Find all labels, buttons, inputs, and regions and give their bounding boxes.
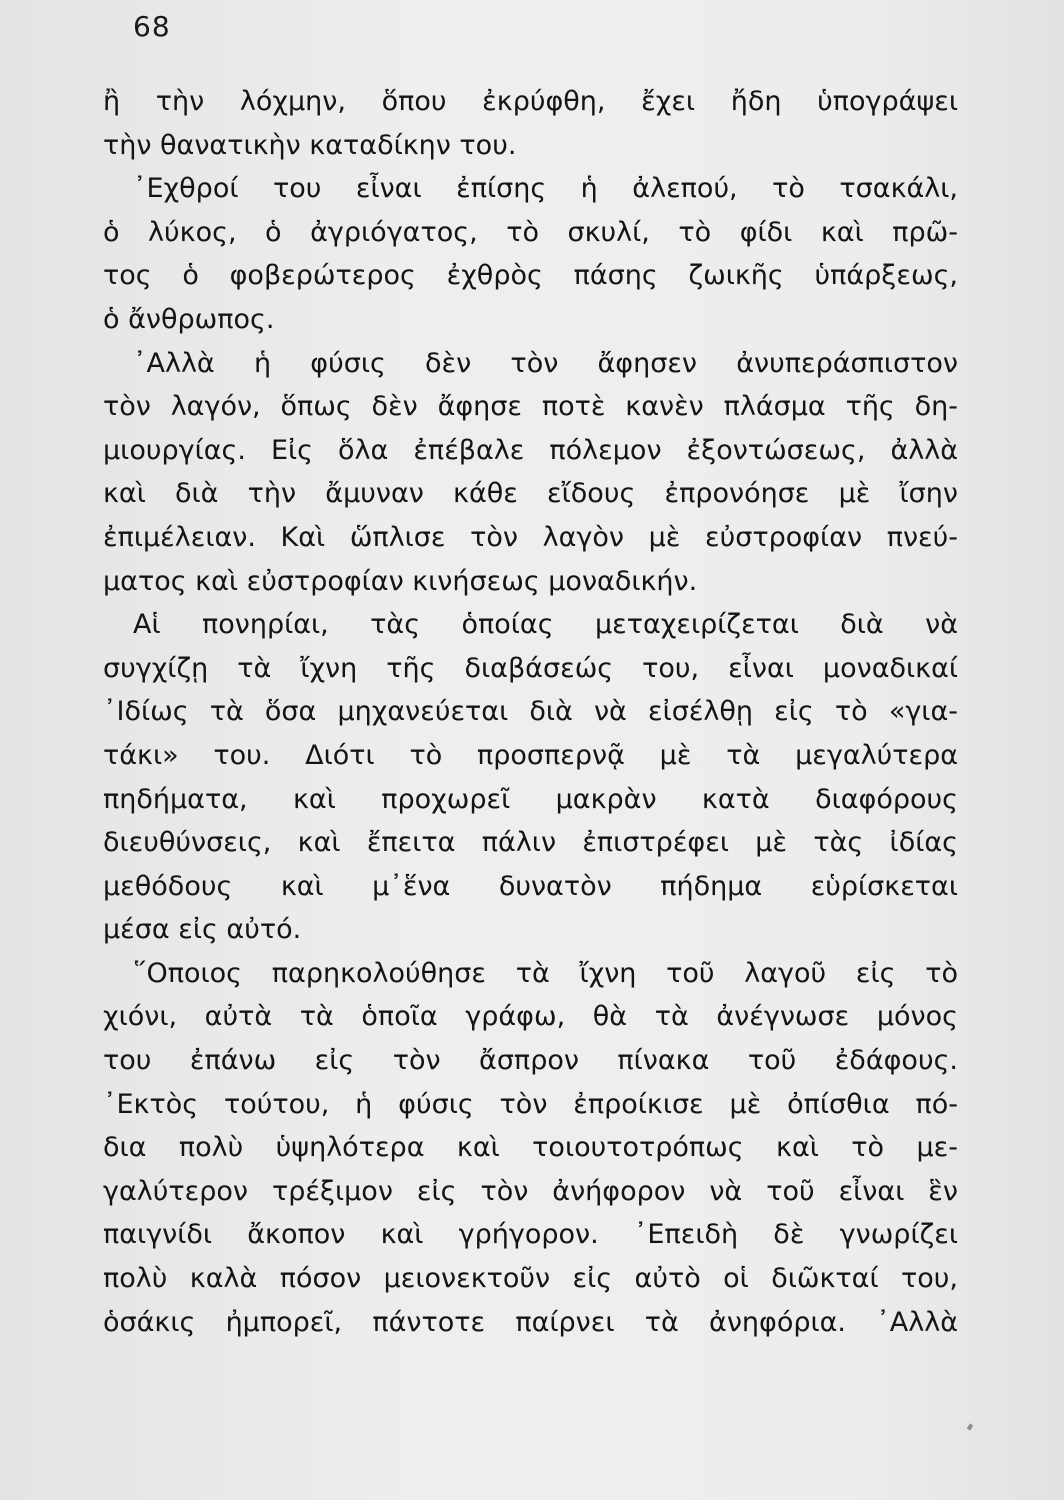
text-line: γαλύτερον τρέξιμον εἰς τὸν ἀνήφορον νὰ τοῦ εἶναι ἓν <box>103 1175 958 1207</box>
text-line: ἐπιμέλειαν. Καὶ ὥπλισε τὸν λαγὸν μὲ εὐστροφίαν πνεύ- <box>103 521 958 553</box>
text-line: ᾿Εχθροί του εἶναι ἐπίσης ἡ ἀλεπού, τὸ τσακάλι, <box>133 173 958 205</box>
text-line: τάκι» του. Διότι τὸ προσπερνᾷ μὲ τὰ μεγαλύτερα <box>103 739 958 771</box>
text-line: διευθύνσεις, καὶ ἔπειτα πάλιν ἐπιστρέφει μὲ τὰς ἰδίας <box>103 827 958 859</box>
page-number: 68 <box>133 10 171 43</box>
text-line: ᾿Ιδίως τὰ ὅσα μηχανεύεται διὰ νὰ εἰσέλθῃ εἰς τὸ «για- <box>103 696 958 728</box>
text-line: ἢ τὴν λόχμην, ὅπου ἐκρύφθη, ἔχει ἤδη ὑπογράψει <box>103 86 958 117</box>
text-line: του ἐπάνω εἰς τὸν ἄσπρον πίνακα τοῦ ἐδάφους. <box>103 1045 958 1077</box>
text-line: συγχίζῃ τὰ ἴχνη τῆς διαβάσεώς του, εἶναι μοναδικαί <box>103 652 958 684</box>
text-line: τὴν θανατικὴν καταδίκην του. <box>103 129 517 161</box>
paper-speck <box>967 1423 973 1430</box>
body-text <box>103 80 958 1344</box>
text-line: ᾿Αλλὰ ἡ φύσις δὲν τὸν ἄφησεν ἀνυπεράσπιστον <box>133 347 958 379</box>
text-line: καὶ διὰ τὴν ἄμυναν κάθε εἴδους ἐπρονόησε μὲ ἴσην <box>103 478 958 510</box>
text-line: μέσα εἰς αὐτό. <box>103 914 302 946</box>
text-line: ὁσάκις ἠμπορεῖ, πάντοτε παίρνει τὰ ἀνηφόρια. ᾿Αλλὰ <box>103 1306 958 1338</box>
text-line: πολὺ καλὰ πόσον μειονεκτοῦν εἰς αὐτὸ οἱ διῶκταί του, <box>103 1263 958 1295</box>
text-line: παιγνίδι ἄκοπον καὶ γρήγορον. ᾿Επειδὴ δὲ γνωρίζει <box>103 1219 958 1251</box>
text-line: Αἱ πονηρίαι, τὰς ὁποίας μεταχειρίζεται διὰ νὰ <box>133 609 958 641</box>
text-line: ᾿Εκτὸς τούτου, ἡ φύσις τὸν ἐπροίκισε μὲ ὀπίσθια πό- <box>103 1088 958 1120</box>
text-line: ὁ λύκος, ὁ ἀγριόγατος, τὸ σκυλί, τὸ φίδι καὶ πρῶ- <box>103 216 958 248</box>
text-line: ῞Οποιος παρηκολούθησε τὰ ἴχνη τοῦ λαγοῦ εἰς τὸ <box>133 957 958 989</box>
text-line: δια πολὺ ὑψηλότερα καὶ τοιουτοτρόπως καὶ τὸ με- <box>103 1132 958 1164</box>
text-line: μιουργίας. Εἰς ὅλα ἐπέβαλε πόλεμον ἐξοντώσεως, ἀλλὰ <box>103 434 958 466</box>
text-line: ματος καὶ εὐστροφίαν κινήσεως μοναδικήν. <box>103 565 698 597</box>
text-line: τὸν λαγόν, ὅπως δὲν ἄφησε ποτὲ κανὲν πλάσμα τῆς δη- <box>103 391 958 423</box>
text-line: ὁ ἄνθρωπος. <box>103 303 275 335</box>
text-line: πηδήματα, καὶ προχωρεῖ μακρὰν κατὰ διαφόρους <box>103 783 958 815</box>
text-line: τος ὁ φοβερώτερος ἐχθρὸς πάσης ζωικῆς ὑπάρξεως, <box>103 260 958 292</box>
text-line: μεθόδους καὶ μ᾿ἕνα δυνατὸν πήδημα εὑρίσκεται <box>103 870 958 902</box>
text-line: χιόνι, αὐτὰ τὰ ὁποῖα γράφω, θὰ τὰ ἀνέγνωσε μόνος <box>103 1001 958 1033</box>
